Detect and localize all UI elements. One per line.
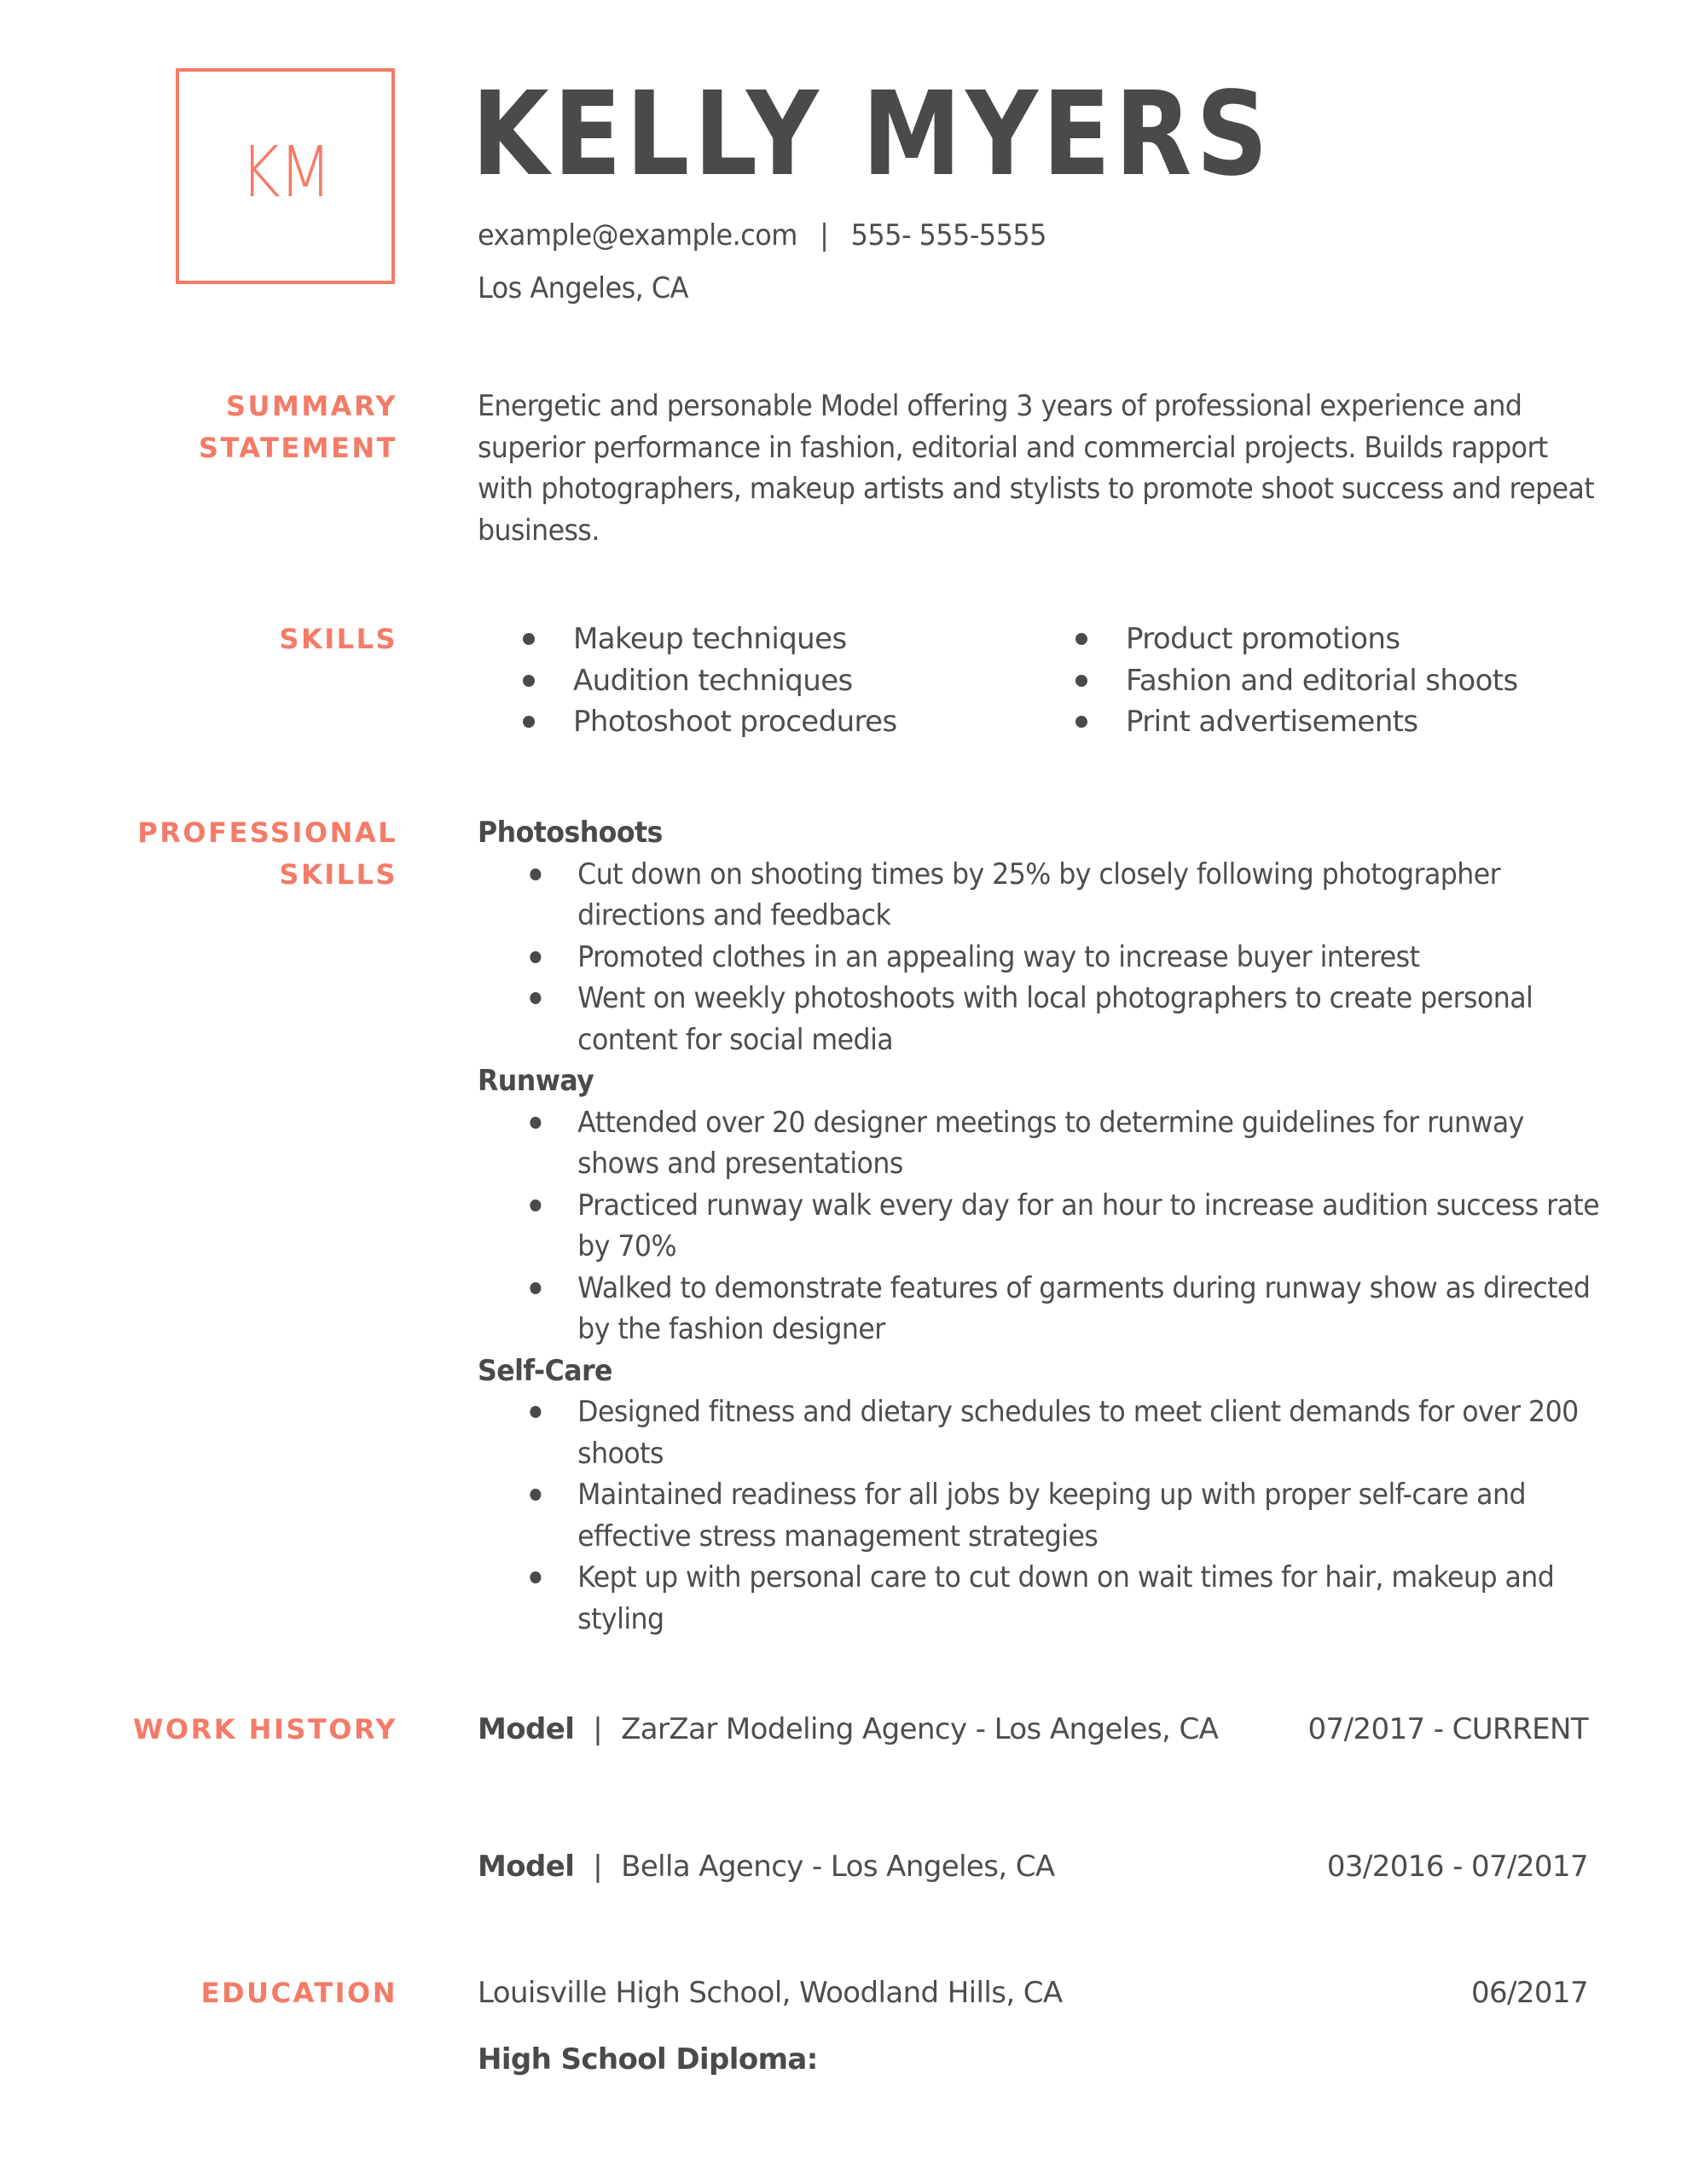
summary-section: [478, 386, 1595, 551]
list-item: Maintained readiness for all jobs by keeping up with proper self-care and effective stress management strategies: [518, 1474, 1601, 1557]
skill-group-title: Self-Care: [478, 1353, 612, 1388]
professional-heading-line1: PROFESSIONAL: [137, 816, 397, 849]
list-item: Cut down on shooting times by 25% by closely following photographer directions and feedback: [518, 854, 1601, 937]
skill-item: Audition techniques: [517, 660, 897, 702]
education-heading: EDUCATION: [200, 1977, 397, 2009]
bullet-icon: [523, 716, 535, 728]
skill-group-list: [478, 854, 1604, 1061]
phone: 555- 555-5555: [850, 218, 1046, 253]
job-employer: Bella Agency - Los Angeles, CA: [621, 1850, 1055, 1884]
skill-item: Fashion and editorial shoots: [1070, 660, 1518, 702]
summary-text: Energetic and personable Model offering 3 years of professional experience and superior performance in fashion, editorial and commercial projects. Builds rapport with photographers, makeup artists and stylists to promote shoot success and repeat business.: [478, 389, 1595, 548]
job-dates: 03/2016 - 07/2017: [1326, 1850, 1588, 1884]
job-employer: ZarZar Modeling Agency - Los Angeles, CA: [621, 1712, 1219, 1746]
bullet-icon: [530, 868, 541, 880]
list-item: Walked to demonstrate features of garments during runway show as directed by the fashion designer: [518, 1268, 1601, 1350]
job-title: Model: [478, 1712, 575, 1746]
list-item: Practiced runway walk every day for an hour to increase audition success rate by 70%: [518, 1185, 1601, 1268]
skill-group-list: [478, 1391, 1604, 1640]
summary-heading: [199, 386, 397, 468]
skills-heading: SKILLS: [279, 623, 397, 655]
professional-skills-section: [478, 812, 1604, 1640]
skills-list-left: [517, 619, 897, 743]
bullet-icon: [530, 1489, 541, 1501]
skill-item: Print advertisements: [1070, 701, 1518, 743]
bullet-icon: [523, 675, 535, 687]
bullet-icon: [523, 633, 535, 645]
job-title: Model: [478, 1850, 575, 1884]
contact-line: [478, 215, 1046, 257]
education-school: Louisville High School, Woodland Hills, CA: [478, 1976, 1063, 2010]
monogram-box: [176, 68, 395, 284]
skills-list-right: [1070, 619, 1518, 743]
list-item: Promoted clothes in an appealing way to increase buyer interest: [518, 937, 1601, 979]
skill-group-title: Photoshoots: [478, 816, 663, 850]
skill-item: Photoshoot procedures: [517, 701, 897, 743]
candidate-name: KELLY MYERS: [472, 67, 1272, 202]
bullet-icon: [530, 1282, 541, 1294]
list-item: Went on weekly photoshoots with local photographers to create personal content for social media: [518, 978, 1601, 1060]
bullet-icon: [530, 951, 541, 963]
skill-group-title: Runway: [478, 1064, 594, 1098]
professional-skills-heading: [137, 812, 397, 895]
bullet-icon: [530, 1571, 541, 1583]
job-entry: [478, 1846, 1262, 1888]
list-item: Kept up with personal care to cut down on wait times for hair, makeup and styling: [518, 1557, 1601, 1640]
education-degree: High School Diploma:: [478, 2042, 818, 2077]
professional-heading-line2: SKILLS: [279, 857, 397, 891]
job-entry: [478, 1709, 1262, 1751]
bullet-icon: [1075, 716, 1087, 728]
skill-item: Makeup techniques: [517, 619, 897, 660]
location: Los Angeles, CA: [478, 271, 688, 305]
job-separator: |: [593, 1712, 603, 1746]
summary-heading-line1: SUMMARY: [225, 390, 397, 422]
bullet-icon: [530, 1199, 541, 1211]
job-dates: 07/2017 - CURRENT: [1307, 1712, 1588, 1746]
bullet-icon: [530, 992, 541, 1004]
work-history-heading: WORK HISTORY: [133, 1713, 397, 1745]
education-date: 06/2017: [1470, 1976, 1588, 2010]
monogram-initials: KM: [240, 132, 331, 213]
skill-group-list: [478, 1102, 1604, 1350]
bullet-icon: [530, 1406, 541, 1418]
list-item: Attended over 20 designer meetings to determine guidelines for runway shows and presentations: [518, 1102, 1601, 1185]
contact-separator: |: [820, 218, 829, 253]
bullet-icon: [1075, 675, 1087, 687]
bullet-icon: [530, 1117, 541, 1129]
email: example@example.com: [478, 218, 797, 253]
summary-heading-line2: STATEMENT: [198, 431, 397, 464]
job-separator: |: [593, 1850, 603, 1884]
bullet-icon: [1075, 633, 1087, 645]
skill-item: Product promotions: [1070, 619, 1518, 660]
list-item: Designed fitness and dietary schedules to meet client demands for over 200 shoots: [518, 1391, 1601, 1474]
